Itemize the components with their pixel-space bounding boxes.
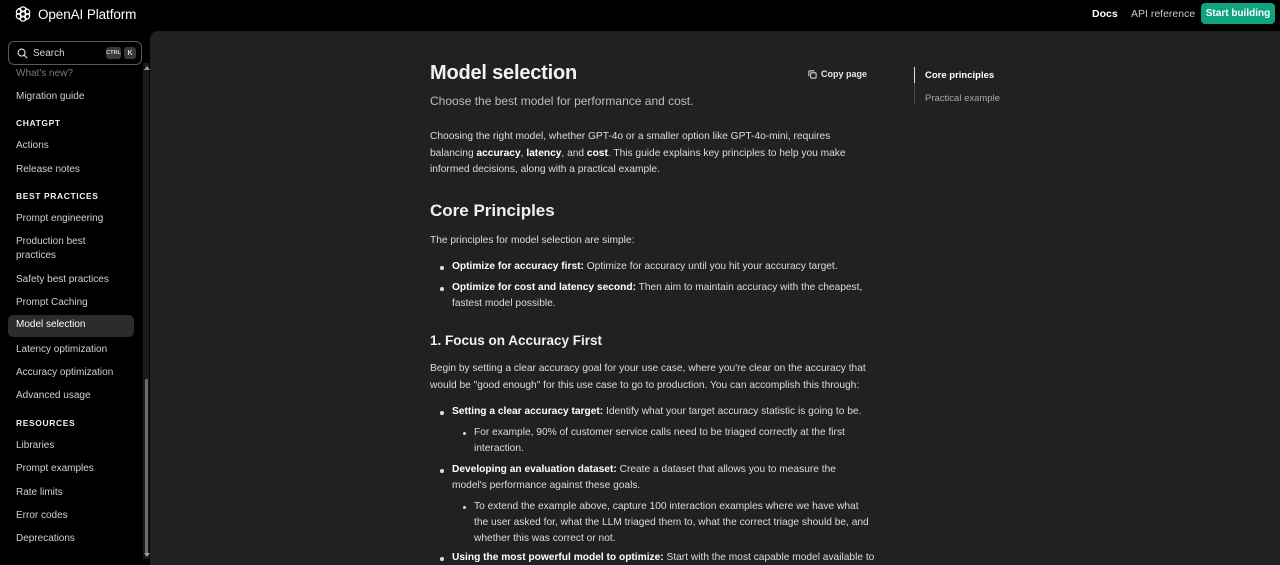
nav-docs-link[interactable]: Docs bbox=[1092, 8, 1118, 20]
sidebar-item-prompt-caching[interactable]: Prompt Caching bbox=[16, 297, 88, 308]
sidebar-item-latency-optimization[interactable]: Latency optimization bbox=[16, 344, 108, 355]
focus-accuracy-heading: 1. Focus on Accuracy First bbox=[430, 333, 603, 348]
sidebar-item-production-best-practices[interactable]: Production best practices bbox=[16, 236, 86, 261]
list-item: Optimize for accuracy first: Optimize for accuracy until you hit your accuracy target. bbox=[452, 261, 838, 272]
search-input[interactable] bbox=[8, 41, 142, 65]
sidebar-item-label: Model selection bbox=[16, 319, 86, 330]
sidebar-item-rate-limits[interactable]: Rate limits bbox=[16, 487, 63, 498]
nav-api-reference-link[interactable]: API reference bbox=[1131, 8, 1196, 20]
sidebar-item-actions[interactable]: Actions bbox=[16, 140, 49, 151]
list-item: Optimize for cost and latency second: Then aim to maintain accuracy with the cheapest, fastest model possible. bbox=[452, 282, 863, 309]
toc-item-practical-example[interactable]: Practical example bbox=[925, 93, 1000, 104]
sidebar-scrollbar-thumb[interactable] bbox=[145, 379, 148, 555]
sidebar-item-model-selection[interactable] bbox=[8, 315, 134, 337]
bullet-dot-icon bbox=[463, 432, 466, 435]
focus-intro: Begin by setting a clear accuracy goal for your use case, where you're clear on the accuracy that would be "good enough" for this use case to go to production. You can accomplish this through: bbox=[430, 363, 866, 391]
toc-item-core-principles[interactable]: Core principles bbox=[925, 70, 995, 81]
bullet-dot-icon bbox=[440, 469, 444, 473]
brand-logo[interactable] bbox=[14, 5, 136, 23]
search-icon bbox=[17, 48, 28, 59]
copy-icon bbox=[808, 70, 817, 79]
core-principles-heading: Core Principles bbox=[430, 201, 555, 220]
sidebar-item-safety-best-practices[interactable]: Safety best practices bbox=[16, 274, 109, 285]
openai-logo-icon bbox=[14, 5, 32, 23]
sidebar-item-whats-new[interactable]: What's new? bbox=[16, 68, 73, 79]
sidebar-item-accuracy-optimization[interactable]: Accuracy optimization bbox=[16, 367, 114, 378]
bullet-dot-icon bbox=[440, 557, 444, 561]
core-intro: The principles for model selection are simple: bbox=[430, 235, 635, 246]
copy-page-button[interactable] bbox=[808, 69, 867, 79]
sidebar-heading-chatgpt: CHATGPT bbox=[16, 118, 61, 128]
list-item: Setting a clear accuracy target: Identify what your target accuracy statistic is going to be. bbox=[452, 406, 862, 417]
sidebar-item-migration-guide[interactable]: Migration guide bbox=[16, 91, 85, 102]
sidebar-heading-best-practices: BEST PRACTICES bbox=[16, 191, 99, 201]
brand-name: OpenAI Platform bbox=[38, 6, 137, 22]
bullet-dot-icon bbox=[440, 266, 444, 270]
sidebar bbox=[0, 31, 150, 565]
list-item: Developing an evaluation dataset: Create a dataset that allows you to measure the model's performance against these goals. bbox=[452, 464, 836, 491]
top-bar bbox=[0, 0, 1280, 31]
kbd-ctrl: CTRL bbox=[106, 47, 121, 59]
bullet-dot-icon bbox=[440, 411, 444, 415]
copy-page-label: Copy page bbox=[821, 69, 868, 79]
sidebar-item-libraries[interactable]: Libraries bbox=[16, 440, 55, 451]
sidebar-item-prompt-examples[interactable]: Prompt examples bbox=[16, 463, 94, 474]
start-building-button[interactable]: Start building bbox=[1201, 3, 1275, 24]
sidebar-item-advanced-usage[interactable]: Advanced usage bbox=[16, 390, 91, 401]
page-subtitle: Choose the best model for performance and cost. bbox=[430, 94, 694, 108]
list-item: To extend the example above, capture 100 interaction examples where we have what the user asked for, what the LLM triaged them to, what the correct triage should be, and whether this was correct or not. bbox=[474, 501, 869, 544]
search-label: Search bbox=[33, 48, 65, 59]
sidebar-item-release-notes[interactable]: Release notes bbox=[16, 164, 80, 175]
intro-paragraph: Choosing the right model, whether GPT-4o or a smaller option like GPT-4o-mini, requires balancing accuracy, latency, and cost. This guide explains key principles to help you make informed decisions, along with a practical example. bbox=[430, 131, 846, 175]
bullet-dot-icon bbox=[463, 506, 466, 509]
kbd-k: K bbox=[124, 47, 136, 59]
sidebar-item-prompt-engineering[interactable]: Prompt engineering bbox=[16, 213, 104, 224]
page-title: Model selection bbox=[430, 62, 578, 84]
sidebar-heading-resources: RESOURCES bbox=[16, 418, 76, 428]
main-panel bbox=[150, 31, 1280, 565]
toc-active-indicator bbox=[914, 67, 915, 83]
list-item: Using the most powerful model to optimize: Start with the most capable model available to bbox=[452, 552, 875, 563]
sidebar-item-error-codes[interactable]: Error codes bbox=[16, 510, 68, 521]
list-item: For example, 90% of customer service calls need to be triaged correctly at the first interaction. bbox=[474, 427, 845, 454]
bullet-dot-icon bbox=[440, 287, 444, 291]
sidebar-item-deprecations[interactable]: Deprecations bbox=[16, 533, 75, 544]
